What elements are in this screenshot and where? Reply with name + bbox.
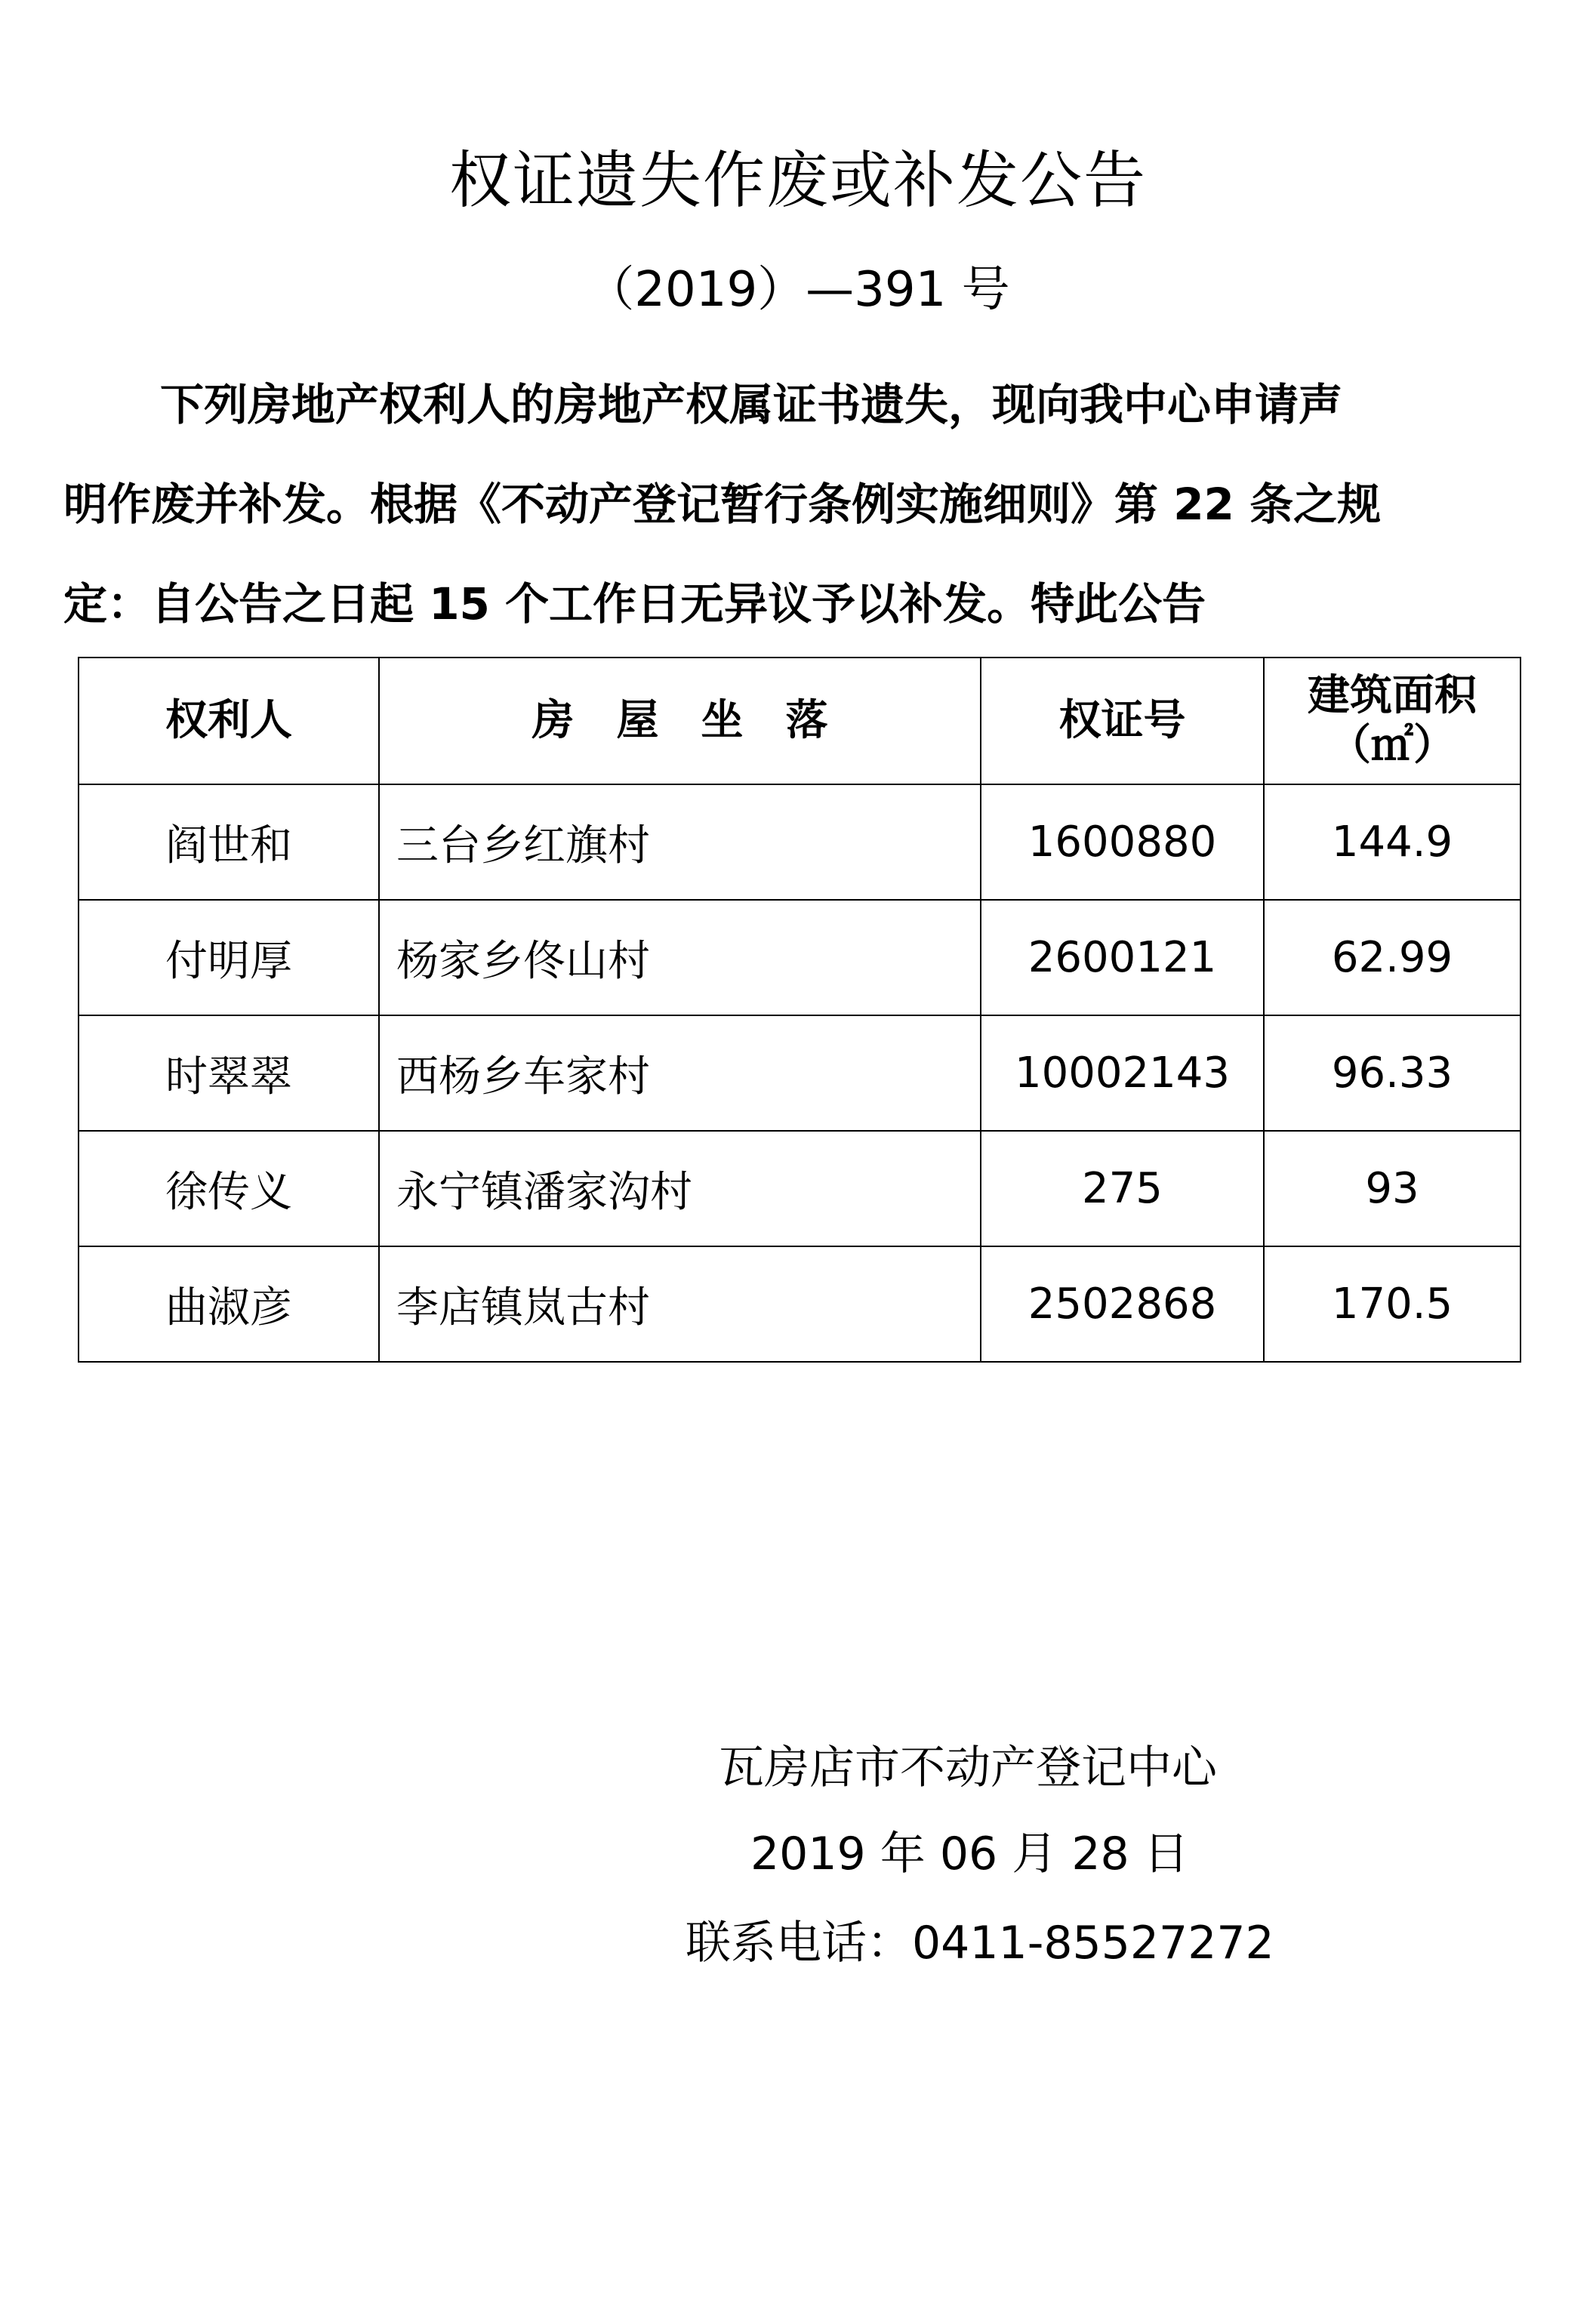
issue-date: 2019 年 06 月 28 日 xyxy=(750,1828,1189,1880)
cell-cert-no: 275 xyxy=(981,1131,1264,1246)
cell-owner: 时翠翠 xyxy=(79,1015,379,1131)
header-area-unit: （㎡） xyxy=(1329,721,1456,770)
table-row xyxy=(79,784,1521,900)
header-location: 房 屋 坐 落 xyxy=(379,658,981,784)
header-cert-no: 权证号 xyxy=(981,658,1264,784)
cell-cert-no: 2502868 xyxy=(981,1246,1264,1362)
cell-location: 杨家乡佟山村 xyxy=(379,900,981,1015)
cell-cert-no: 2600121 xyxy=(981,900,1264,1015)
issuing-organization: 瓦房店市不动产登记中心 xyxy=(719,1742,1217,1794)
table-row xyxy=(79,1246,1521,1362)
contact-phone: 联系电话：0411-85527272 xyxy=(686,1917,1274,1970)
document-number: （2019）—391 号 xyxy=(586,262,1010,318)
table-row xyxy=(79,1015,1521,1131)
cell-area: 170.5 xyxy=(1264,1246,1521,1362)
table-header-row xyxy=(79,658,1521,784)
cell-location: 三台乡红旗村 xyxy=(379,784,981,900)
cell-owner: 阎世和 xyxy=(79,784,379,900)
notice-body-line: 明作废并补发。根据《不动产登记暂行条例实施细则》第 22 条之规 xyxy=(63,479,1382,530)
cell-owner: 曲淑彦 xyxy=(79,1246,379,1362)
page-title: 权证遗失作废或补发公告 xyxy=(448,145,1147,217)
cell-location: 李店镇岚古村 xyxy=(379,1246,981,1362)
cell-owner: 徐传义 xyxy=(79,1131,379,1246)
cell-owner: 付明厚 xyxy=(79,900,379,1015)
header-area xyxy=(1264,658,1521,784)
header-owner: 权利人 xyxy=(79,658,379,784)
cell-location: 永宁镇潘家沟村 xyxy=(379,1131,981,1246)
cell-area: 144.9 xyxy=(1264,784,1521,900)
notice-body xyxy=(63,355,1543,654)
cell-area: 62.99 xyxy=(1264,900,1521,1015)
certificate-table xyxy=(78,657,1521,1363)
cell-location: 西杨乡车家村 xyxy=(379,1015,981,1131)
table-row xyxy=(79,1131,1521,1246)
notice-body-line: 定：自公告之日起 15 个工作日无异议予以补发。特此公告 xyxy=(63,578,1206,630)
cell-area: 96.33 xyxy=(1264,1015,1521,1131)
table-row xyxy=(79,900,1521,1015)
header-area-label: 建筑面积 xyxy=(1308,671,1477,720)
cell-cert-no: 1600880 xyxy=(981,784,1264,900)
notice-body-line: 下列房地产权利人的房地产权属证书遗失，现向我中心申请声 xyxy=(160,379,1343,430)
cell-cert-no: 10002143 xyxy=(981,1015,1264,1131)
cell-area: 93 xyxy=(1264,1131,1521,1246)
